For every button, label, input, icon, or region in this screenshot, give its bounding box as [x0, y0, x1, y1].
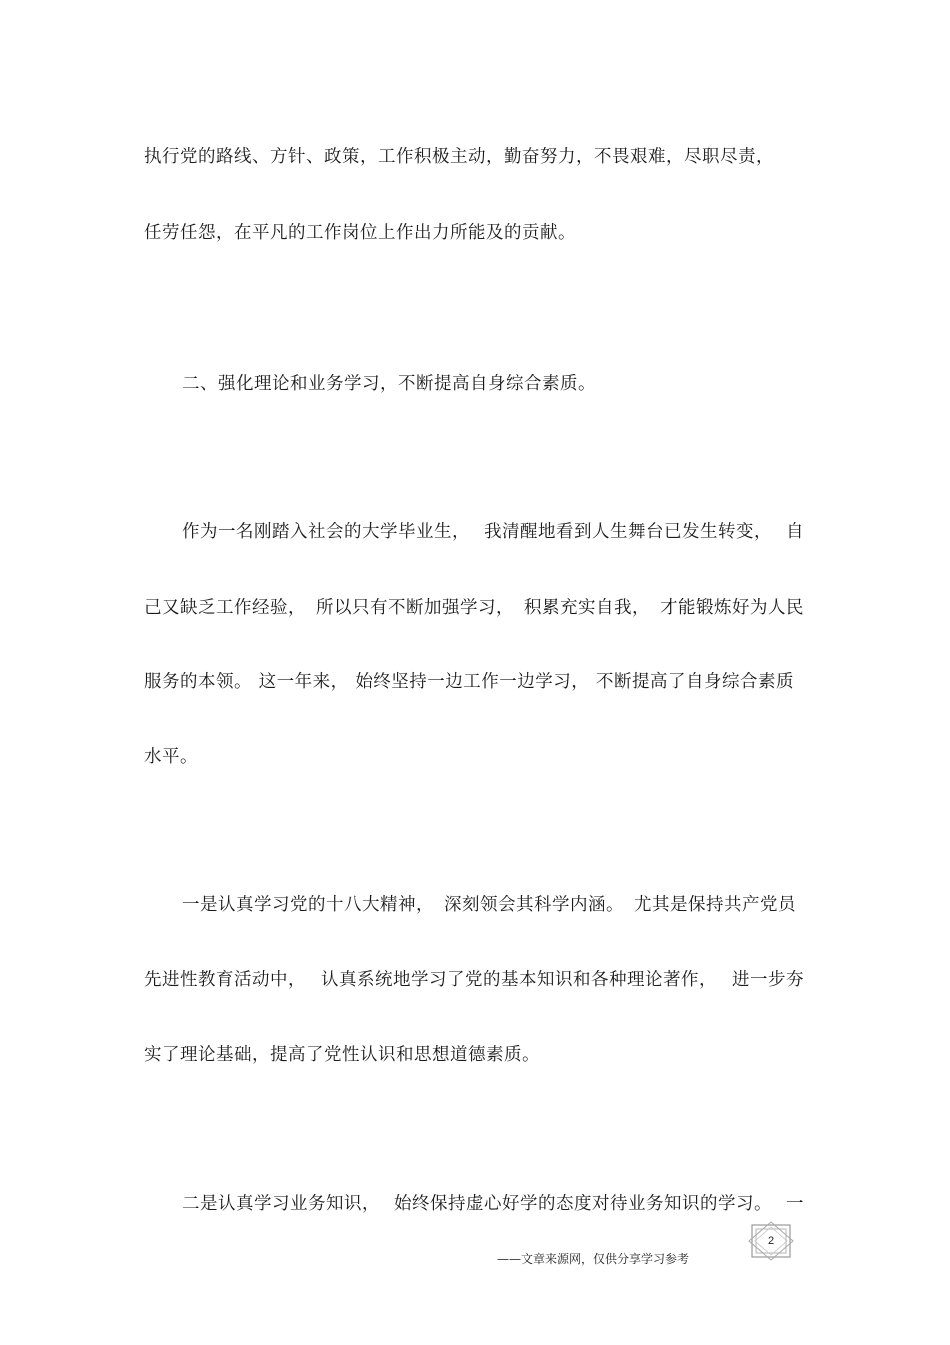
text-segment: 深刻领会其科学内涵。	[444, 895, 624, 915]
text-segment: 作为一名刚踏入社会的大学毕业生，	[182, 522, 470, 542]
text-segment: 始终保持虚心好学的态度对待业务知识的学习。	[394, 1194, 772, 1214]
text-segment: 服务的本领。	[144, 672, 252, 692]
paragraph-line	[144, 596, 804, 620]
paragraph-line	[144, 670, 794, 694]
text-segment: 尤其是保持共产党员	[634, 895, 796, 915]
text-segment: 一是认真学习党的十八大精神，	[182, 895, 434, 915]
footer-source-note: ——文章来源网，仅供分享学习参考	[497, 1252, 690, 1266]
body-line: 实了理论基础，提高了党性认识和思想道德素质。	[144, 1045, 540, 1065]
text-segment: 二是认真学习业务知识，	[182, 1194, 380, 1214]
section-heading: 二、强化理论和业务学习，不断提高自身综合素质。	[182, 374, 596, 394]
paragraph-line	[182, 520, 804, 544]
body-line: 任劳任怨，在平凡的工作岗位上作出力所能及的贡献。	[144, 223, 576, 243]
text-segment: 先进性教育活动中，	[144, 970, 306, 990]
text-segment: 进一步夯	[732, 970, 804, 990]
text-segment: 始终坚持一边工作一边学习，	[355, 672, 590, 692]
text-segment: 所以只有不断加强学习，	[316, 598, 514, 618]
text-segment: 不断提高了自身综合素质	[595, 672, 794, 692]
text-segment: 积累充实自我，	[524, 598, 650, 618]
text-segment: 这一年来，	[258, 672, 349, 692]
page-number-badge	[748, 1221, 794, 1261]
text-segment: 我清醒地看到人生舞台已发生转变，	[484, 522, 772, 542]
body-line: 水平。	[144, 747, 198, 767]
paragraph-line	[182, 893, 796, 917]
body-line: 执行党的路线、方针、政策，工作积极主动，勤奋努力，不畏艰难，尽职尽责，	[144, 147, 774, 167]
page-number: 2	[767, 1235, 775, 1247]
text-segment: 才能锻炼好为人民	[660, 598, 804, 618]
paragraph-line	[182, 1192, 804, 1216]
text-segment: 自	[786, 522, 804, 542]
text-segment: 己又缺乏工作经验，	[144, 598, 306, 618]
text-segment: 认真系统地学习了党的基本知识和各种理论著作，	[321, 970, 717, 990]
paragraph-line	[144, 968, 804, 992]
text-segment: 一	[786, 1194, 804, 1214]
